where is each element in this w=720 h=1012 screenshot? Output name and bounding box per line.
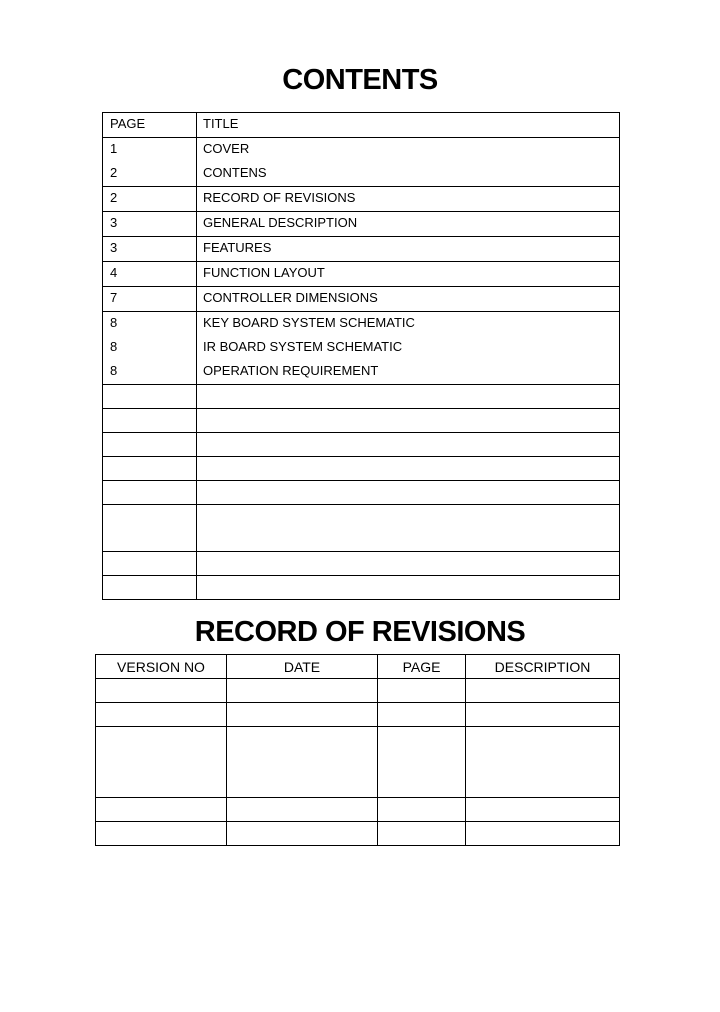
contents-page-cell bbox=[103, 287, 197, 312]
empty-cell bbox=[227, 822, 378, 846]
header-description: DESCRIPTION bbox=[466, 655, 620, 679]
empty-cell bbox=[96, 798, 227, 822]
section-title: GENERAL DESCRIPTION bbox=[203, 215, 358, 230]
empty-cell bbox=[103, 552, 197, 576]
contents-row bbox=[103, 237, 620, 262]
empty-cell bbox=[378, 798, 466, 822]
contents-page-cell bbox=[103, 237, 197, 262]
section-title: IR BOARD SYSTEM SCHEMATIC bbox=[203, 339, 403, 354]
contents-title-cell bbox=[197, 237, 620, 262]
page-number: 3 bbox=[110, 240, 118, 255]
empty-cell bbox=[378, 679, 466, 703]
page-number: 7 bbox=[110, 290, 118, 305]
contents-title-cell bbox=[197, 262, 620, 287]
page-number: 4 bbox=[110, 265, 118, 280]
contents-empty-row bbox=[103, 385, 620, 409]
empty-cell bbox=[227, 798, 378, 822]
page-number: 8 bbox=[110, 339, 118, 354]
contents-page-cell bbox=[103, 212, 197, 237]
contents-page-cell bbox=[103, 262, 197, 287]
contents-row bbox=[103, 138, 620, 187]
empty-cell bbox=[466, 679, 620, 703]
page-number: 1 bbox=[110, 141, 118, 156]
contents-header-page bbox=[103, 113, 197, 138]
contents-empty-row bbox=[103, 505, 620, 552]
empty-cell bbox=[227, 727, 378, 798]
empty-cell bbox=[103, 505, 197, 552]
header-date: DATE bbox=[227, 655, 378, 679]
empty-cell bbox=[378, 703, 466, 727]
section-title: CONTROLLER DIMENSIONS bbox=[203, 290, 378, 305]
empty-cell bbox=[103, 481, 197, 505]
page-number: 3 bbox=[110, 215, 118, 230]
section-title: FEATURES bbox=[203, 240, 272, 255]
contents-table bbox=[102, 112, 620, 600]
empty-cell bbox=[96, 679, 227, 703]
contents-header-title bbox=[197, 113, 620, 138]
section-title: CONTENS bbox=[203, 165, 267, 180]
empty-cell bbox=[466, 727, 620, 798]
contents-page-cell bbox=[103, 187, 197, 212]
contents-row bbox=[103, 212, 620, 237]
header-version-no: VERSION NO bbox=[96, 655, 227, 679]
revision-row bbox=[96, 679, 620, 703]
revisions-table bbox=[95, 654, 620, 846]
section-title: COVER bbox=[203, 141, 250, 156]
empty-cell bbox=[197, 576, 620, 600]
contents-empty-row bbox=[103, 576, 620, 600]
page-number: 8 bbox=[110, 315, 118, 330]
empty-cell bbox=[103, 409, 197, 433]
contents-empty-row bbox=[103, 433, 620, 457]
empty-cell bbox=[103, 457, 197, 481]
header-title-label: TITLE bbox=[203, 116, 239, 131]
empty-cell bbox=[103, 433, 197, 457]
empty-cell bbox=[103, 576, 197, 600]
empty-cell bbox=[197, 409, 620, 433]
contents-row bbox=[103, 287, 620, 312]
contents-header-row bbox=[103, 113, 620, 138]
empty-cell bbox=[466, 822, 620, 846]
empty-cell bbox=[197, 481, 620, 505]
empty-cell bbox=[197, 505, 620, 552]
revision-row bbox=[96, 822, 620, 846]
empty-cell bbox=[227, 679, 378, 703]
page-number: 8 bbox=[110, 363, 118, 378]
contents-row bbox=[103, 312, 620, 385]
contents-empty-row bbox=[103, 409, 620, 433]
empty-cell bbox=[96, 822, 227, 846]
empty-cell bbox=[227, 703, 378, 727]
empty-cell bbox=[197, 457, 620, 481]
contents-row bbox=[103, 262, 620, 287]
empty-cell bbox=[378, 727, 466, 798]
section-title: RECORD OF REVISIONS bbox=[203, 190, 356, 205]
revisions-heading: RECORD OF REVISIONS bbox=[194, 616, 526, 648]
contents-page-cell bbox=[103, 312, 197, 385]
page-number: 2 bbox=[110, 190, 118, 205]
empty-cell bbox=[197, 552, 620, 576]
empty-cell bbox=[96, 727, 227, 798]
contents-title-cell bbox=[197, 212, 620, 237]
contents-empty-row bbox=[103, 552, 620, 576]
header-page: PAGE bbox=[378, 655, 466, 679]
section-title: FUNCTION LAYOUT bbox=[203, 265, 325, 280]
header-page-label: PAGE bbox=[110, 116, 146, 131]
empty-cell bbox=[378, 822, 466, 846]
revision-row bbox=[96, 727, 620, 798]
empty-cell bbox=[197, 433, 620, 457]
page-number: 2 bbox=[110, 165, 118, 180]
section-title: OPERATION REQUIREMENT bbox=[203, 363, 379, 378]
contents-empty-row bbox=[103, 481, 620, 505]
contents-title-cell bbox=[197, 312, 620, 385]
contents-heading: CONTENTS bbox=[282, 64, 438, 96]
contents-empty-row bbox=[103, 457, 620, 481]
revisions-header-row bbox=[96, 655, 620, 679]
empty-cell bbox=[466, 703, 620, 727]
section-title: KEY BOARD SYSTEM SCHEMATIC bbox=[203, 315, 415, 330]
empty-cell bbox=[96, 703, 227, 727]
empty-cell bbox=[466, 798, 620, 822]
contents-title-cell bbox=[197, 187, 620, 212]
contents-page-cell bbox=[103, 138, 197, 187]
contents-row bbox=[103, 187, 620, 212]
revision-row bbox=[96, 798, 620, 822]
empty-cell bbox=[197, 385, 620, 409]
contents-title-cell bbox=[197, 138, 620, 187]
contents-title-cell bbox=[197, 287, 620, 312]
revision-row bbox=[96, 703, 620, 727]
empty-cell bbox=[103, 385, 197, 409]
